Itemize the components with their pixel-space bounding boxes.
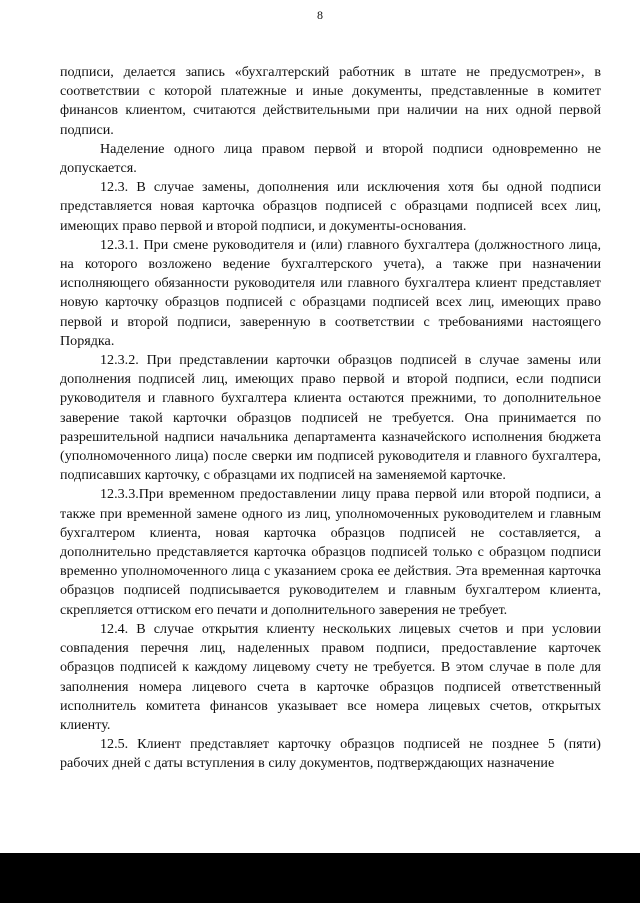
document-body <box>60 63 601 774</box>
paragraph-12-3-1: 12.3.1. При смене руководителя и (или) главного бухгалтера (должностного лица, на которого возложено ведение бухгалтерского учета), а также при назначении исполняющего обязанности руководителя или главного бухгалтера клиент представляет новую карточку образцов подписей с образцами подписей всех лиц, имеющих право первой и второй подписи, заверенную в соответствии с требованиями настоящего Порядка. <box>60 236 601 349</box>
paragraph-12-5: 12.5. Клиент представляет карточку образцов подписей не позднее 5 (пяти) рабочих дней с даты вступления в силу документов, подтверждающих назначение <box>60 736 601 772</box>
paragraph-single-person-rule: Наделение одного лица правом первой и второй подписи одновременно не допускается. <box>60 140 601 177</box>
paragraph-12-4: 12.4. В случае открытия клиенту нескольких лицевых счетов и при условии совпадения перечня лиц, наделенных правом подписи, предоставление карточек образцов подписей к каждому лицевому счету не требуется. В этом случае в поле для заполнения номера лицевого счета в карточке образцов подписей ответственный исполнитель комитета финансов указывает все номера лицевых счетов, открытых клиенту. <box>60 620 601 733</box>
page-number: 8 <box>317 8 323 22</box>
paragraph-12-3-2: 12.3.2. При представлении карточки образцов подписей в случае замены или дополнения подписей лиц, имеющих право первой и второй подписи, если подписи руководителя и главного бухгалтера клиента остаются прежними, то дополнительное заверение такой карточки образцов подписей не требуется. Она принимается по разрешительной надписи начальника департамента казначейского исполнения бюджета (уполномоченного лица) после сверки им подписей руководителя и главного бухгалтера, подписавших карточку, с образцами их подписей на заменяемой карточке. <box>60 352 601 484</box>
paragraph-12-3: 12.3. В случае замены, дополнения или исключения хотя бы одной подписи представляется новая карточка образцов подписей с образцами подписей всех лиц, имеющих право первой и второй подписи, и документы-основания. <box>60 179 601 234</box>
paragraph-continuation: подписи, делается запись «бухгалтерский работник в штате не предусмотрен», в соответствии с которой платежные и иные документы, представленные в комитет финансов клиентом, считаются действительными при наличии на них одной первой подписи. <box>60 64 601 138</box>
scan-bottom-border <box>0 853 640 903</box>
paragraph-12-3-3: 12.3.3.При временном предоставлении лицу права первой или второй подписи, а также при временной замене одного из лиц, уполномоченных руководителем и главным бухгалтером клиента, новая карточка образцов подписей не составляется, а дополнительно представляется карточка образцов подписей только с образцом подписи временно уполномоченного лица с указанием срока ее действия. Эта временная карточка образцов подписей подписывается руководителем и главным бухгалтером клиента, скрепляется оттиском его печати и дополнительного заверения не требует. <box>60 486 601 618</box>
